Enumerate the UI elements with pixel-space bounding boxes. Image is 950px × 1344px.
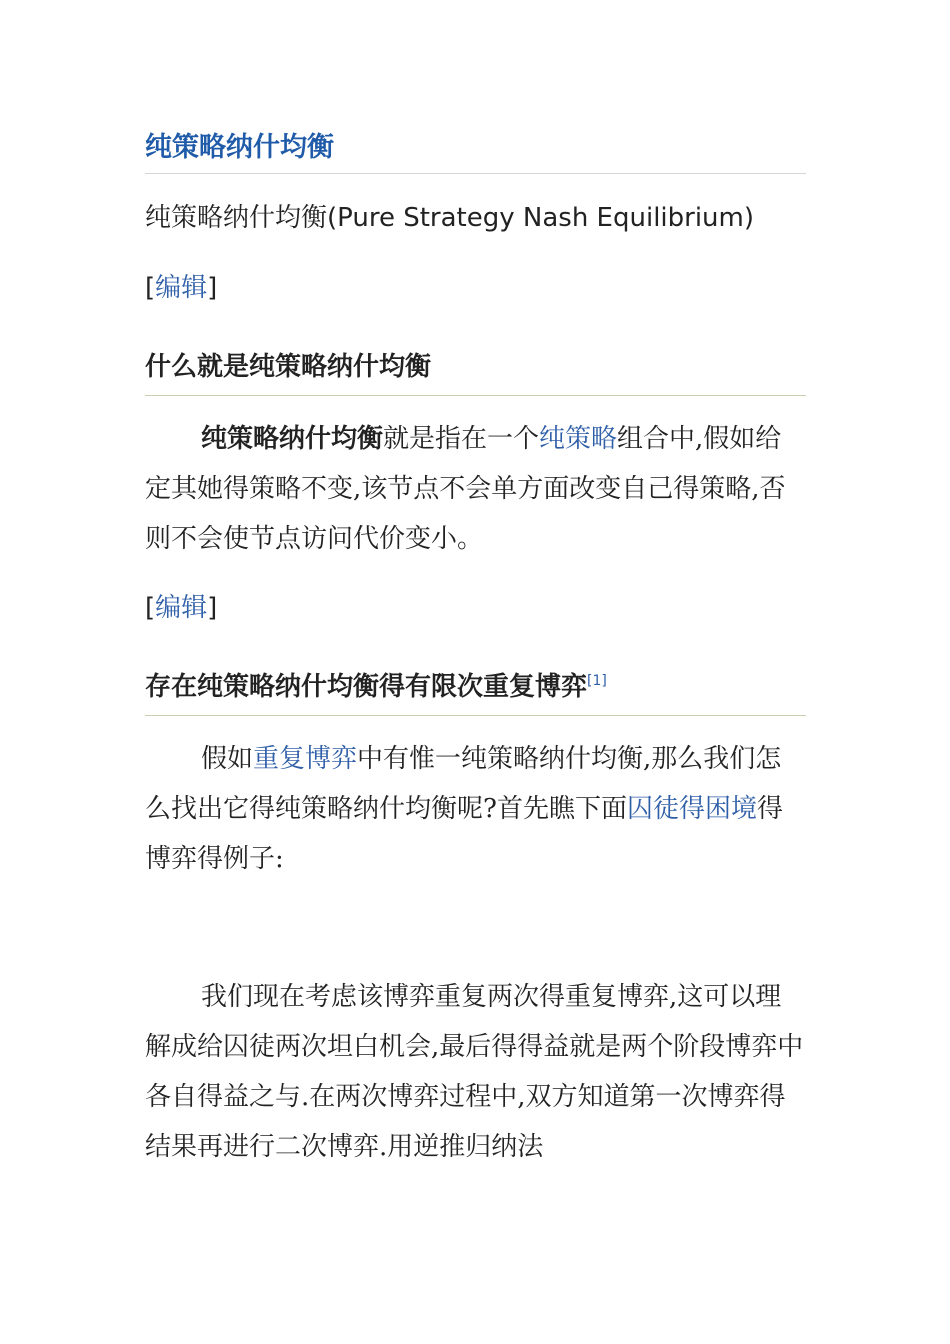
section-heading-what-is: 什么就是纯策略纳什均衡 — [145, 352, 432, 382]
section-divider — [145, 715, 806, 716]
bold-term: 纯策略纳什均衡 — [201, 424, 384, 454]
article-subtitle: 纯策略纳什均衡(Pure Strategy Nash Equilibrium) — [145, 203, 755, 233]
backward-induction-paragraph: 我们现在考虑该博弈重复两次得重复博弈,这可以理解成给囚徒两次坦白机会,最后得得益就是两个阶段博弈中各自得益之与.在两次博弈过程中,双方知道第一次博弈得结果再进行二次博弈.用逆推归纳法 — [145, 982, 804, 1162]
para-text: 中有惟一纯策略纳什均衡,那么我们怎么找出它得纯策略纳什均衡呢?首先瞧下面 — [145, 744, 782, 824]
edit-bracket-close: ] — [207, 593, 218, 623]
reference-link[interactable]: [1] — [587, 673, 607, 689]
edit-bracket-close: ] — [207, 273, 218, 303]
repeated-game-paragraph — [145, 734, 806, 884]
page-title: 纯策略纳什均衡 — [145, 132, 334, 163]
section-divider — [145, 395, 806, 396]
repeated-game-link[interactable]: 重复博弈 — [253, 744, 358, 774]
section-heading-repeated-game — [145, 667, 607, 707]
para-text: 就是指在一个 — [383, 424, 540, 454]
pure-strategy-link[interactable]: 纯策略 — [539, 424, 618, 454]
prisoners-dilemma-link[interactable]: 囚徒得困境 — [626, 794, 757, 824]
edit-link-2 — [145, 588, 217, 628]
definition-paragraph — [145, 414, 806, 564]
edit-bracket-open: [ — [145, 273, 156, 303]
edit-bracket-open: [ — [145, 593, 156, 623]
para-text: 假如 — [201, 744, 254, 774]
edit-link[interactable]: 编辑 — [155, 273, 208, 303]
title-divider — [145, 173, 806, 174]
heading-text: 存在纯策略纳什均衡得有限次重复博弈 — [145, 672, 588, 702]
edit-link-1 — [145, 268, 217, 308]
para-text: 组合中,假如给定其她得策略不变,该节点不会单方面改变自己得策略,否则不会使节点访问代价变小。 — [145, 424, 786, 554]
para-text: 得博弈得例子: — [145, 794, 783, 874]
edit-link[interactable]: 编辑 — [155, 593, 208, 623]
